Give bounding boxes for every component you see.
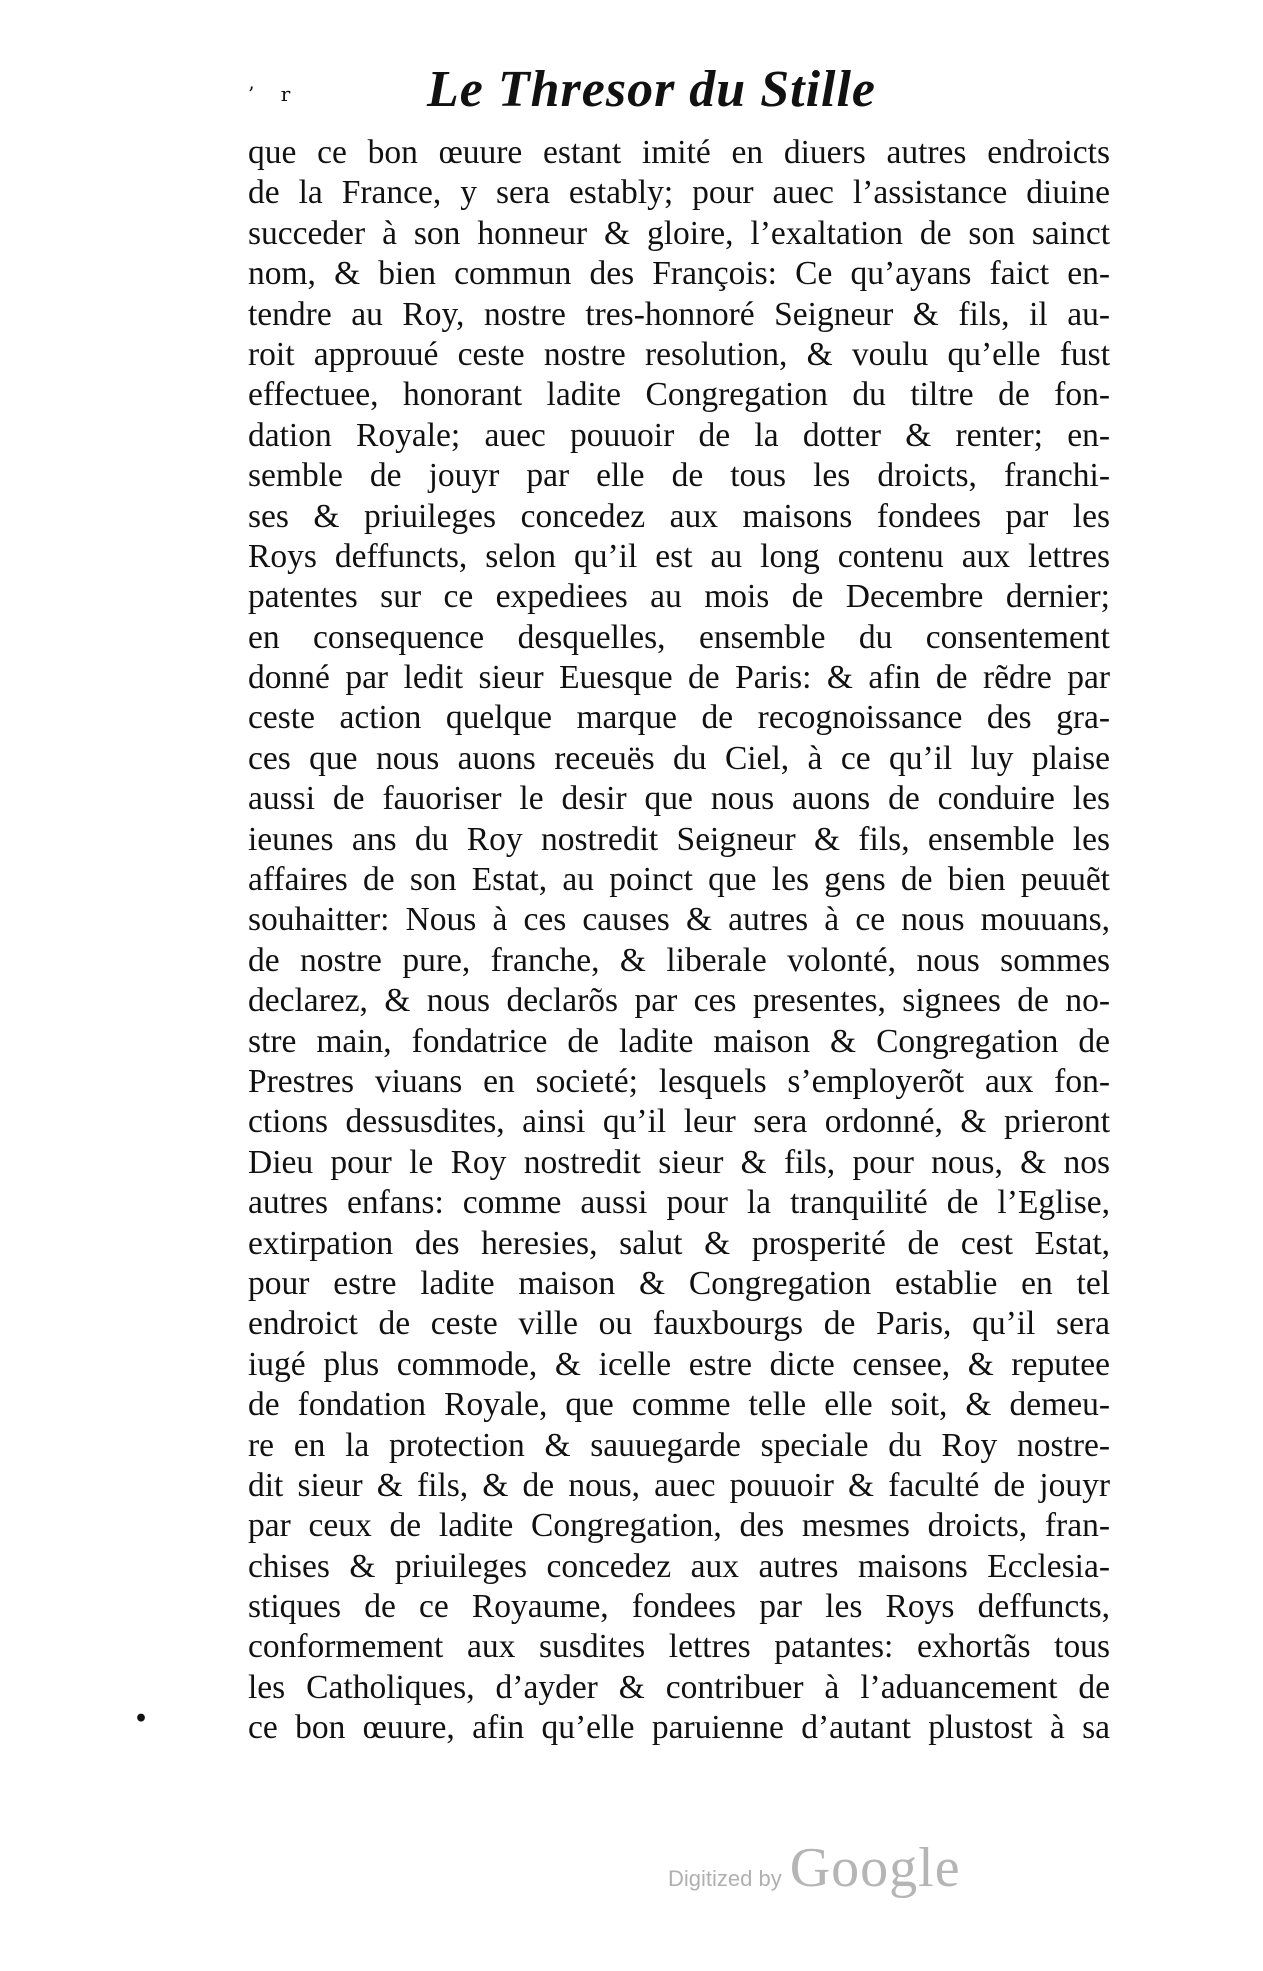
- running-head-marks: ’ r: [248, 82, 301, 106]
- text-line: Roys deffuncts, selon qu’il est au long contenu aux lettres: [248, 537, 1110, 575]
- text-line: effectuee, honorant ladite Congregation du tiltre de fon-: [248, 376, 1110, 414]
- text-line: aussi de fauoriser le desir que nous auons de conduire les: [248, 780, 1110, 818]
- text-line: en consequence desquelles, ensemble du consentement: [248, 618, 1110, 656]
- text-line: stiques de ce Royaume, fondees par les Roys deffuncts,: [248, 1588, 1110, 1626]
- text-line: autres enfans: comme aussi pour la tranquilité de l’Eglise,: [248, 1184, 1110, 1222]
- digitized-by-label: Digitized by: [668, 1866, 782, 1891]
- text-line: stre main, fondatrice de ladite maison & Congregation de: [248, 1022, 1110, 1060]
- text-line: les Catholiques, d’ayder & contribuer à l’aduancement de: [248, 1668, 1110, 1706]
- text-line: ieunes ans du Roy nostredit Seigneur & fils, ensemble les: [248, 820, 1110, 858]
- text-line: conformement aux susdites lettres patantes: exhortãs tous: [248, 1628, 1110, 1666]
- text-line: de la France, y sera estably; pour auec l’assistance diuine: [248, 174, 1110, 212]
- text-line: ses & priuileges concedez aux maisons fondees par les: [248, 497, 1110, 535]
- text-line: roit approuué ceste nostre resolution, & voulu qu’elle fust: [248, 335, 1110, 373]
- text-line: semble de jouyr par elle de tous les droicts, franchi-: [248, 457, 1110, 495]
- text-line: nom, & bien commun des François: Ce qu’ayans faict en-: [248, 255, 1110, 293]
- text-line: patentes sur ce expediees au mois de Decembre dernier;: [248, 578, 1110, 616]
- text-line: de nostre pure, franche, & liberale volonté, nous sommes: [248, 941, 1110, 979]
- text-line: par ceux de ladite Congregation, des mesmes droicts, fran-: [248, 1507, 1110, 1545]
- margin-mark: •: [134, 1706, 149, 1732]
- text-line: donné par ledit sieur Euesque de Paris: & afin de rẽdre par: [248, 659, 1110, 697]
- text-line: ce bon œuure, afin qu’elle paruienne d’autant plustost à sa: [248, 1709, 1110, 1747]
- body-text: [248, 133, 1110, 1749]
- text-line: Prestres viuans en societé; lesquels s’employerõt aux fon-: [248, 1062, 1110, 1100]
- text-line: tendre au Roy, nostre tres-honnoré Seigneur & fils, il au-: [248, 295, 1110, 333]
- text-line: ces que nous auons receuës du Ciel, à ce qu’il luy plaise: [248, 739, 1110, 777]
- text-line: re en la protection & sauuegarde speciale du Roy nostre-: [248, 1426, 1110, 1464]
- text-line: endroict de ceste ville ou fauxbourgs de Paris, qu’il sera: [248, 1305, 1110, 1343]
- text-line: ctions dessusdites, ainsi qu’il leur sera ordonné, & prieront: [248, 1103, 1110, 1141]
- text-line: pour estre ladite maison & Congregation establie en tel: [248, 1264, 1110, 1302]
- text-line: de fondation Royale, que comme telle elle soit, & demeu-: [248, 1386, 1110, 1424]
- text-line: dation Royale; auec pouuoir de la dotter & renter; en-: [248, 416, 1110, 454]
- text-line: extirpation des heresies, salut & prosperité de cest Estat,: [248, 1224, 1110, 1262]
- text-line: Dieu pour le Roy nostredit sieur & fils, pour nous, & nos: [248, 1143, 1110, 1181]
- text-line: affaires de son Estat, au poinct que les gens de bien peuuẽt: [248, 861, 1110, 899]
- digitized-by-watermark: [668, 1836, 961, 1900]
- text-line: dit sieur & fils, & de nous, auec pouuoir & faculté de jouyr: [248, 1466, 1110, 1504]
- text-line: que ce bon œuure estant imité en diuers autres endroicts: [248, 134, 1110, 171]
- google-logo: Google: [789, 1837, 961, 1899]
- text-line: ceste action quelque marque de recognoissance des gra-: [248, 699, 1110, 737]
- running-head: Le Thresor du Stille: [426, 61, 877, 118]
- text-line: chises & priuileges concedez aux autres maisons Ecclesia-: [248, 1547, 1110, 1585]
- text-line: succeder à son honneur & gloire, l’exaltation de son sainct: [248, 214, 1110, 252]
- text-line: iugé plus commode, & icelle estre dicte censee, & reputee: [248, 1345, 1110, 1383]
- text-line: declarez, & nous declarõs par ces presentes, signees de no-: [248, 982, 1110, 1020]
- text-line: souhaitter: Nous à ces causes & autres à ce nous mouuans,: [248, 901, 1110, 939]
